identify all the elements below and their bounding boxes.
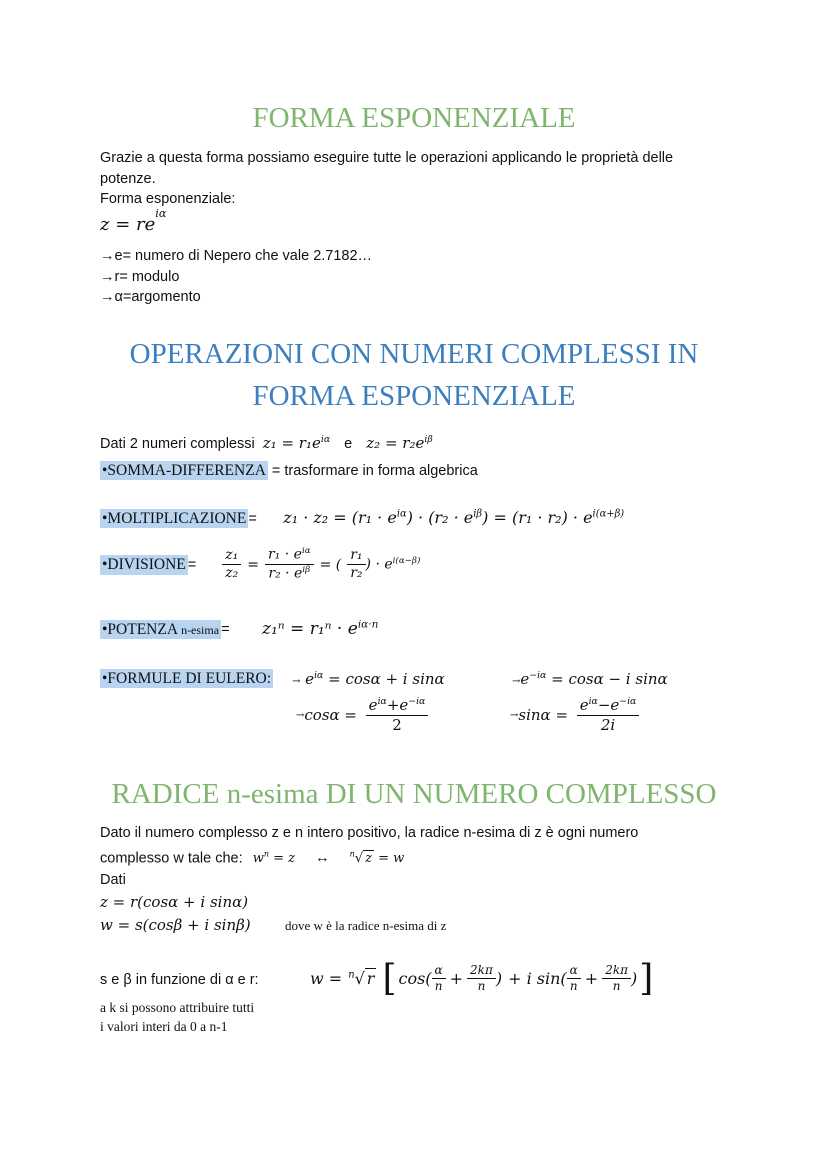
molt-row — [100, 508, 624, 528]
root-line2: complesso w tale che: $w^n = z$ ↔ $^n$√ z = w — [100, 850, 405, 867]
iff-symbol: ↔ — [315, 850, 330, 867]
sb-label: s e β in funzione di α e r: — [100, 972, 259, 988]
pot-row — [100, 618, 378, 639]
div-label: •DIVISIONE — [102, 555, 186, 573]
bullet-e: →e= numero di Nepero che vale 2.7182… — [100, 248, 373, 264]
w-formula: w = $^n$√ r [ cos( $\frac{\alpha}{n}$ + $\frac{2k\pi}{n}$ ) + i sin( $\frac{\alpha}{n}$ + $\frac{2k\pi}{n}$ ) ] — [310, 958, 654, 999]
section2-title-line2: FORMA ESPONENZIALE — [252, 380, 576, 412]
formula-lhs: z = re — [100, 214, 156, 235]
k-note-line1: a k si possono attribuire tutti — [100, 1000, 255, 1015]
euler-formula-1: → $e^{i\alpha} = \cos\alpha + i$ sinα — [292, 670, 445, 688]
somma-label: •SOMMA-DIFFERENZA — [102, 462, 266, 479]
euler-label: •FORMULE DI EULERO: — [102, 670, 272, 687]
somma-text: = trasformare in forma algebrica — [271, 463, 478, 479]
z2-formula: $z_2 = r_2e^{i\beta}$ — [366, 434, 433, 452]
div-formula: $\frac{\text{z₁}}{\text{z₂}}$ = $\frac{r_1 \cdot e^{i\alpha}}{r_2 \cdot e^{i\beta}}$ = ( $\frac{\text{r₁}}{\text{r₂}}$ ) · $e^{i(\alpha-\beta)}$ — [222, 546, 420, 583]
pot-formula: $z_1^n = r_1^n \cdot e^{i\alpha\cdot n}$ — [261, 618, 379, 639]
euler-formula-2: $\to e^{-i\alpha} = \cos\alpha - i$ sinα — [512, 670, 668, 688]
intro-line2: potenze. — [100, 171, 156, 187]
given-line — [100, 434, 433, 452]
wn-formula: $w^n = z$ — [252, 850, 296, 867]
sin-formula: → sinα = $\frac{e^{i\alpha}-e^{-i\alpha}}{2i}$ — [510, 696, 644, 735]
molt-label: •MOLTIPLICAZIONE — [102, 510, 247, 527]
pot-label: •POTENZA n-esima — [102, 620, 220, 638]
section3-title: RADICE n-esima DI UN NUMERO COMPLESSO — [111, 778, 717, 810]
bullet-r: →r= modulo — [100, 269, 180, 285]
z1-formula: $z_1 = r_1e^{i\alpha}$ — [262, 434, 331, 452]
w-definition: w = s(cosβ + i sinβ) — [100, 916, 251, 934]
div-eq: = — [187, 556, 197, 573]
k-note-line2: i valori interi da 0 a n-1 — [100, 1019, 228, 1034]
cos-formula: → cosα = $\frac{e^{i\alpha}+e^{-i\alpha}}{2}$ — [296, 696, 433, 735]
given-and: e — [344, 436, 353, 452]
root-line1: Dato il numero complesso z e n intero positivo, la radice n-esima di z è ogni numero — [100, 825, 639, 841]
formula-exp: iα — [155, 207, 167, 220]
molt-eq: = — [248, 511, 257, 527]
z-definition: z = r(cosα + i sinα) — [100, 893, 249, 911]
dati-label: Dati — [100, 872, 126, 888]
intro-line1: Grazie a questa forma possiamo eseguire tutte le operazioni applicando le proprietà delle — [100, 150, 674, 166]
w-note: dove w è la radice n-esima di z — [285, 918, 447, 933]
bullet-alpha: →α=argomento — [100, 289, 201, 305]
somma-row — [100, 462, 478, 480]
root-formula: $^n$√ z = w — [349, 850, 405, 867]
form-label: Forma esponenziale: — [100, 191, 236, 207]
pot-eq: = — [221, 621, 230, 638]
section2-title-line1: OPERAZIONI CON NUMERI COMPLESSI IN — [129, 338, 699, 370]
euler-row — [100, 670, 273, 688]
section1-title: FORMA ESPONENZIALE — [252, 102, 576, 134]
molt-formula: $z_1 \cdot z_2 = (r_1 \cdot e^{i\alpha}) \cdot (r_2 \cdot e^{i\beta}) = (r_1 \cdot r_2) \cdot e^{i(\alpha+\beta)}$ — [283, 508, 625, 527]
given-text: Dati 2 numeri complessi — [100, 436, 255, 452]
div-row — [100, 546, 420, 583]
